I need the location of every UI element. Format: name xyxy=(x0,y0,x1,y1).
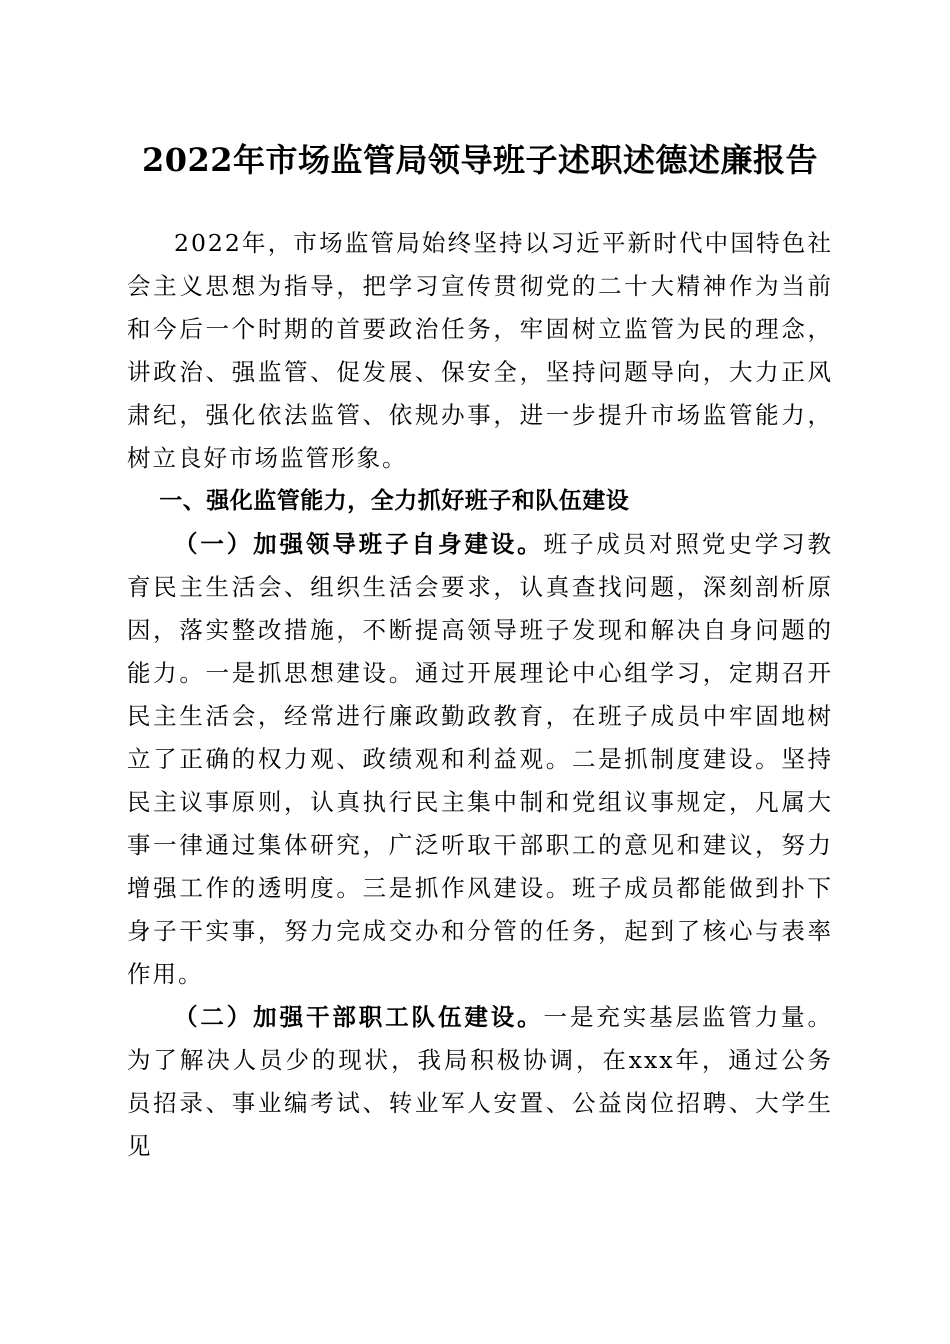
item-1-lead: （一）加强领导班子自身建设。 xyxy=(174,530,544,558)
intro-paragraph: 2022年，市场监管局始终坚持以习近平新时代中国特色社会主义思想为指导，把学习宣传贯彻党的二十大精神作为当前和今后一个时期的首要政治任务，牢固树立监管为民的理念，讲政治、强监管、促发展、保安全，坚持问题导向，大力正风肃纪，强化依法监管、依规办事，进一步提升市场监管能力，树立良好市场监管形象。 xyxy=(127,229,833,472)
item-2-text: 一是充实基层监管力量。为了解决人员少的现状，我局积极协调，在xxx年，通过公务员招录、事业编考试、转业军人安置、公益岗位招聘、大学生见 xyxy=(127,1003,834,1160)
item-2-lead: （二）加强干部职工队伍建设。 xyxy=(174,1003,544,1031)
section-heading: 一、强化监管能力，全力抓好班子和队伍建设 xyxy=(159,488,630,514)
document-title: 2022年市场监管局领导班子述职述德述廉报告 xyxy=(141,141,819,179)
item-1-text: 班子成员对照党史学习教育民主生活会、组织生活会要求，认真查找问题，深刻剖析原因，落实整改措施，不断提高领导班子发现和解决自身问题的能力。一是抓思想建设。通过开展理论中心组学习，定期召开民主生活会，经常进行廉政勤政教育，在班子成员中牢固地树立了正确的权力观、政绩观和利益观。二是抓制度建设。坚持民主议事原则，认真执行民主集中制和党组议事规定，凡属大事一律通过集体研究，广泛听取干部职工的意见和建议，努力增强工作的透明度。三是抓作风建设。班子成员都能做到扑下身子干实事，努力完成交办和分管的任务，起到了核心与表率作用。 xyxy=(127,530,834,988)
item-2-paragraph xyxy=(127,996,833,1168)
document-page xyxy=(127,138,833,1168)
item-1-paragraph xyxy=(127,523,833,996)
document-body xyxy=(127,222,833,1168)
